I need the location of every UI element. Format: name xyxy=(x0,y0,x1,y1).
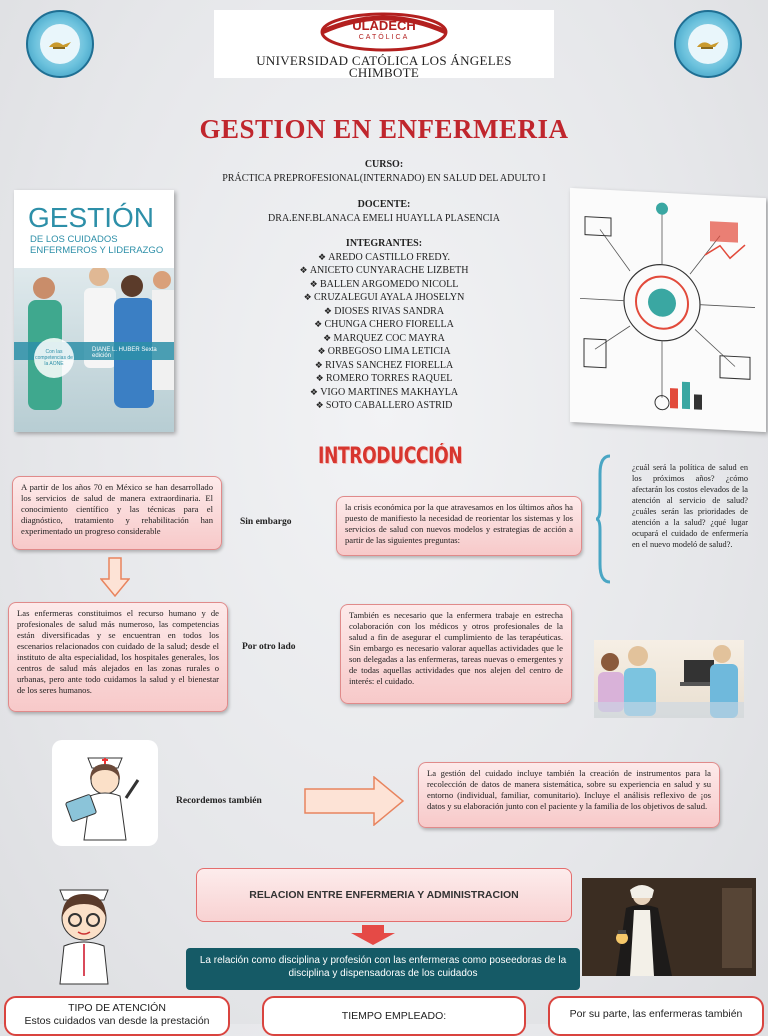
nurse-lamp-photo xyxy=(582,878,756,976)
intro-box-5: La gestión del cuidado incluye también la creación de instrumentos para la recolección de datos de manera sistemática, sobre su experiencia en salud y su entorno (individual, familiar, comunitario). Incluye el análisis reflexivo de ¡os datos y su elaboración junto con el paciente y la familia de los objetivos de salud. xyxy=(418,762,720,828)
book-cover xyxy=(14,190,174,432)
member-item xyxy=(190,251,578,265)
member-name: SOTO CABALLERO ASTRID xyxy=(325,400,453,411)
intro-box-1: A partir de los años 70 en México se han desarrollado los servicios de salud de manera extraordinaria. El conocimiento científico y las técnicas para el diagnóstico, tratamiento y rehabilitación han experimentado un progreso considerable xyxy=(12,476,222,550)
member-name: ANICETO CUNYARACHE LIZBETH xyxy=(309,265,469,276)
university-header xyxy=(214,10,554,78)
diamond-bullet-icon: ❖ xyxy=(317,346,328,356)
sin-embargo-label: Sin embargo xyxy=(240,517,292,527)
diamond-bullet-icon: ❖ xyxy=(299,265,310,275)
university-line-1: UNIVERSIDAD CATÓLICA LOS ÁNGELES xyxy=(256,53,512,68)
down-arrow-icon xyxy=(100,557,130,597)
member-item xyxy=(190,278,578,292)
diamond-bullet-icon: ❖ xyxy=(309,278,320,289)
lamp-icon xyxy=(47,37,73,51)
intro-box-3: Las enfermeras constituimos el recurso humano y de profesionales de salud más numeroso, las competencias están diversificadas y se encuentran en todos los escenarios relacionados con cuidado de la salud; desde el instituto de alta especialidad, los hospitales generales, los centros de salud más alejados en las zonas rurales o urbanas, pero ante todo cuidamos la salud y el bienestar de los seres humanos. xyxy=(8,602,228,712)
book-author-name: DIANE L. HUBER xyxy=(92,347,140,353)
lamp-icon xyxy=(695,37,721,51)
diamond-bullet-icon: ❖ xyxy=(314,319,325,329)
course-info xyxy=(190,158,578,185)
book-subtitle: DE LOS CUIDADOS ENFERMEROS Y LIDERAZGO xyxy=(30,234,164,256)
member-item xyxy=(190,291,578,305)
member-item xyxy=(190,399,578,413)
recordemos-label: Recordemos también xyxy=(176,796,262,806)
logo-text: ULADECH xyxy=(352,18,416,33)
member-name: DIOSES RIVAS SANDRA xyxy=(334,305,445,317)
university-seal-left xyxy=(26,10,94,78)
member-item xyxy=(190,305,578,319)
relacion-title-box: RELACION ENTRE ENFERMERIA Y ADMINISTRACION xyxy=(196,868,572,922)
member-name: CHUNGA CHERO FIORELLA xyxy=(324,319,454,330)
tipo-atencion-box xyxy=(4,996,230,1036)
su-parte-box xyxy=(548,996,764,1036)
member-item xyxy=(190,345,578,359)
page-title: GESTION EN ENFERMERIA xyxy=(199,114,569,144)
intro-box-4: También es necesario que la enfermera trabaje en estrecha colaboración con los médicos y otros profesionales de la salud a fin de asegurar el cumplimiento de las terapéuticas. Sin embargo es necesario valorar aquellas actividades que le son delegadas a las enfermeras, tareas nuevas o emergentes y de todas aquellas actividades que nos alejen del centro de interés: el cuidado. xyxy=(340,604,572,704)
member-name: VIGO MARTINES MAKHAYLA xyxy=(320,386,459,398)
questions-list: ¿cuál será la política de salud en los próximos años? ¿cómo afectarán los costos elevados de la atención al servicio de salud? ¿cuáles serán las prioridades de atención a la salud? ¿qué lugar ocupará el cuidado de enfermería en el nuevo modeló de salud?. xyxy=(632,463,748,549)
diamond-bullet-icon: ❖ xyxy=(314,359,326,370)
tipo-atencion-text: Estos cuidados van desde la prestación xyxy=(24,1015,210,1027)
curso-value: PRÁCTICA PREPROFESIONAL(INTERNADO) EN SALUD DEL ADULTO I xyxy=(222,172,546,184)
university-seal-right xyxy=(674,10,742,78)
university-line-2: CHIMBOTE xyxy=(348,65,420,80)
tiempo-empleado-title: TIEMPO EMPLEADO: xyxy=(341,1010,447,1022)
member-name: CRUZALEGUI AYALA JHOSELYN xyxy=(314,292,465,303)
relacion-text-box: La relación como disciplina y profesión con las enfermeras como poseedoras de la disciplina y dispensadoras de los cuidados xyxy=(186,948,580,990)
member-list xyxy=(190,251,578,413)
integrantes-info xyxy=(190,237,578,413)
docente-label: DOCENTE: xyxy=(357,199,411,210)
diamond-bullet-icon: ❖ xyxy=(303,292,314,302)
right-arrow-icon xyxy=(304,776,404,826)
docente-value: DRA.ENF.BLANACA EMELI HUAYLLA PLASENCIA xyxy=(268,212,500,224)
member-item xyxy=(190,359,578,373)
tiempo-empleado-box xyxy=(262,996,526,1036)
su-parte-text: Por su parte, las enfermeras también xyxy=(569,1008,743,1020)
member-name: ROMERO TORRES RAQUEL xyxy=(326,373,453,384)
member-name: AREDO CASTILLO FREDY. xyxy=(328,251,451,263)
member-item xyxy=(190,332,578,346)
tipo-atencion-title: TIPO DE ATENCIÓN xyxy=(68,1002,166,1014)
curso-label: CURSO: xyxy=(364,159,404,170)
bracket-shape xyxy=(596,454,612,584)
member-item xyxy=(190,264,578,278)
book-title: GESTIÓN xyxy=(28,202,155,233)
diamond-bullet-icon: ❖ xyxy=(323,332,334,343)
nurses-computer-photo xyxy=(594,640,744,718)
member-name: RIVAS SANCHEZ FIORELLA xyxy=(325,359,454,371)
logo-subtext: CATÓLICA xyxy=(358,34,410,41)
diamond-bullet-icon: ❖ xyxy=(323,305,335,316)
diamond-bullet-icon: ❖ xyxy=(309,386,321,397)
network-diagram xyxy=(570,188,766,432)
intro-title: INTRODUCCIÓN xyxy=(318,444,463,469)
member-item xyxy=(190,386,578,400)
member-name: BALLEN ARGOMEDO NICOLL xyxy=(320,278,459,290)
down-arrow-red-icon xyxy=(350,924,396,946)
cartoon-nurse-image xyxy=(52,740,158,846)
member-item xyxy=(190,318,578,332)
integrantes-label: INTEGRANTES: xyxy=(345,238,423,249)
book-edition: Sexta edición xyxy=(92,347,157,359)
member-item xyxy=(190,372,578,386)
member-name: ORBEGOSO LIMA LETICIA xyxy=(327,346,451,357)
diamond-bullet-icon: ❖ xyxy=(315,373,326,383)
intro-box-2: la crisis económica por la que atravesamos en los últimos años ha puesto de manifiesto la necesidad de reorientar los sistemas y los servicios de salud con nuevos modelos y estrategias de acción a partir de las siguientes preguntas: xyxy=(336,496,582,556)
cartoon-nurse-glasses xyxy=(46,876,122,986)
book-author xyxy=(92,347,174,359)
university-name xyxy=(214,55,554,79)
member-name: MARQUEZ COC MAYRA xyxy=(333,332,445,344)
tech-diagram-image xyxy=(570,188,766,432)
diamond-bullet-icon: ❖ xyxy=(317,251,329,262)
book-badge: Con las competencias de la AONE xyxy=(34,338,74,378)
por-otro-lado-label: Por otro lado xyxy=(242,642,296,652)
diamond-bullet-icon: ❖ xyxy=(315,400,326,410)
docente-info xyxy=(190,198,578,225)
